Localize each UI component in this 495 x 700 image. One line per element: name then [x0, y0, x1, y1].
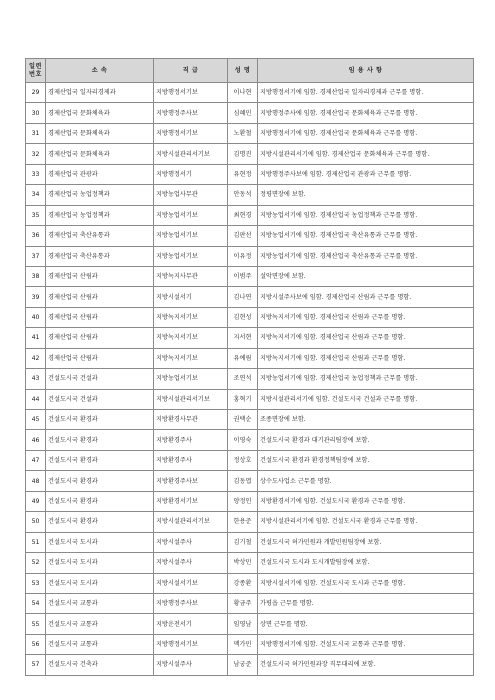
cell-serial-number: 34	[26, 185, 46, 205]
cell-serial-number: 52	[26, 553, 46, 573]
cell-appointment-text: 지방녹지서기에 임함. 경제산업국 산림과 근무를 명함.	[258, 328, 474, 348]
table-row	[26, 266, 474, 286]
cell-department: 건설도시국 환경과	[46, 410, 154, 430]
cell-department: 건설도시국 환경과	[46, 491, 154, 511]
cell-rank: 지방운전서기	[154, 614, 228, 634]
cell-department: 경제산업국 농업정책과	[46, 185, 154, 205]
cell-serial-number: 40	[26, 307, 46, 327]
cell-serial-number: 55	[26, 614, 46, 634]
cell-rank: 지방시설주사	[154, 655, 228, 675]
table-row	[26, 185, 474, 205]
table-row	[26, 328, 474, 348]
cell-appointment-text: 지방시설관리서기에 임함. 경제산업국 문화체육과 근무를 명함.	[258, 144, 474, 164]
cell-person-name: 강종환	[228, 573, 258, 593]
table-row	[26, 389, 474, 409]
cell-serial-number: 35	[26, 205, 46, 225]
cell-person-name: 홍혁기	[228, 389, 258, 409]
table-row	[26, 553, 474, 573]
cell-person-name: 양정인	[228, 491, 258, 511]
table-row	[26, 573, 474, 593]
cell-person-name: 김나연	[228, 287, 258, 307]
cell-department: 경제산업국 산림과	[46, 287, 154, 307]
table-row	[26, 655, 474, 675]
table-header-row	[26, 59, 474, 83]
cell-serial-number: 44	[26, 389, 46, 409]
cell-department: 경제산업국 축산유통과	[46, 246, 154, 266]
cell-appointment-text: 지방환경서기에 임함. 건설도시국 환경과 근무를 명함.	[258, 491, 474, 511]
cell-serial-number: 45	[26, 410, 46, 430]
table-row	[26, 634, 474, 654]
cell-serial-number: 39	[26, 287, 46, 307]
cell-person-name: 김현성	[228, 307, 258, 327]
cell-serial-number: 56	[26, 634, 46, 654]
table-row	[26, 287, 474, 307]
table-row	[26, 144, 474, 164]
table-row	[26, 369, 474, 389]
cell-serial-number: 42	[26, 348, 46, 368]
cell-rank: 지방농업서기보	[154, 246, 228, 266]
cell-rank: 지방행정서기보	[154, 83, 228, 103]
cell-serial-number: 36	[26, 226, 46, 246]
cell-person-name: 임영남	[228, 614, 258, 634]
cell-appointment-text: 설악면장에 보함.	[258, 266, 474, 286]
cell-serial-number: 33	[26, 164, 46, 184]
cell-rank: 지방행정주사보	[154, 593, 228, 613]
table-row	[26, 430, 474, 450]
table-row	[26, 348, 474, 368]
table-row	[26, 164, 474, 184]
cell-appointment-text: 정평면장에 보함.	[258, 185, 474, 205]
cell-person-name: 노환철	[228, 123, 258, 143]
cell-person-name: 권택순	[228, 410, 258, 430]
cell-person-name: 유현정	[228, 164, 258, 184]
cell-person-name: 최현경	[228, 205, 258, 225]
header-rank: 직 급	[154, 59, 228, 83]
cell-department: 경제산업국 농업정책과	[46, 205, 154, 225]
table-row	[26, 83, 474, 103]
cell-serial-number: 50	[26, 512, 46, 532]
cell-rank: 지방환경주사	[154, 450, 228, 470]
cell-rank: 지방행정서기보	[154, 634, 228, 654]
cell-rank: 지방녹지서기보	[154, 328, 228, 348]
appointment-document	[25, 58, 473, 676]
cell-department: 건설도시국 도시과	[46, 532, 154, 552]
cell-person-name: 맥가민	[228, 634, 258, 654]
cell-appointment-text: 조종면장에 보함.	[258, 410, 474, 430]
cell-department: 건설도시국 환경과	[46, 512, 154, 532]
cell-appointment-text: 지방녹지서기에 임함. 경제산업국 산림과 근무를 명함.	[258, 348, 474, 368]
table-row	[26, 410, 474, 430]
table-body	[26, 83, 474, 676]
table-row	[26, 450, 474, 470]
cell-rank: 지방시설서기	[154, 287, 228, 307]
cell-rank: 지방행정주사보	[154, 103, 228, 123]
cell-serial-number: 57	[26, 655, 46, 675]
cell-person-name: 정상호	[228, 450, 258, 470]
cell-rank: 지방녹지사무관	[154, 266, 228, 286]
cell-appointment-text: 건설도시국 환경과 환경정책팀장에 보함.	[258, 450, 474, 470]
cell-person-name: 이영숙	[228, 430, 258, 450]
cell-department: 건설도시국 교통과	[46, 593, 154, 613]
cell-appointment-text: 지방시설관리서기에 임함. 건설도시국 건설과 근무를 명함.	[258, 389, 474, 409]
cell-appointment-text: 지방시설서기에 임함. 건설도시국 도시과 근무를 명함.	[258, 573, 474, 593]
cell-department: 건설도시국 건축과	[46, 655, 154, 675]
cell-department: 경제산업국 산림과	[46, 307, 154, 327]
cell-department: 경제산업국 산림과	[46, 328, 154, 348]
cell-department: 건설도시국 건설과	[46, 369, 154, 389]
cell-rank: 지방환경서기보	[154, 491, 228, 511]
cell-appointment-text: 지방행정주사보에 임함. 경제산업국 관광과 근무를 명함.	[258, 164, 474, 184]
header-serial-number: 일련 번호	[26, 59, 46, 83]
cell-serial-number: 46	[26, 430, 46, 450]
cell-serial-number: 51	[26, 532, 46, 552]
cell-appointment-text: 지방녹지서기에 임함. 경제산업국 산림과 근무를 명함.	[258, 307, 474, 327]
cell-appointment-text: 가평읍 근무를 명함.	[258, 593, 474, 613]
cell-serial-number: 48	[26, 471, 46, 491]
cell-department: 건설도시국 환경과	[46, 450, 154, 470]
cell-person-name: 유예림	[228, 348, 258, 368]
cell-rank: 지방행정서기보	[154, 123, 228, 143]
cell-person-name: 박상민	[228, 553, 258, 573]
cell-serial-number: 38	[26, 266, 46, 286]
cell-person-name: 황금주	[228, 593, 258, 613]
cell-department: 경제산업국 산림과	[46, 348, 154, 368]
cell-rank: 지방환경주사	[154, 430, 228, 450]
cell-rank: 지방환경사무관	[154, 410, 228, 430]
cell-appointment-text: 지방농업서기에 임함. 경제산업국 축산유통과 근무를 명함.	[258, 226, 474, 246]
cell-department: 건설도시국 도시과	[46, 573, 154, 593]
cell-serial-number: 47	[26, 450, 46, 470]
header-name: 성 명	[228, 59, 258, 83]
cell-appointment-text: 건설도시국 도시과 도시개발팀장에 보함.	[258, 553, 474, 573]
cell-department: 경제산업국 산림과	[46, 266, 154, 286]
cell-department: 건설도시국 교통과	[46, 634, 154, 654]
cell-person-name: 한용준	[228, 512, 258, 532]
cell-rank: 지방시설관리서기보	[154, 144, 228, 164]
cell-appointment-text: 상면 근무를 명함.	[258, 614, 474, 634]
cell-serial-number: 41	[26, 328, 46, 348]
cell-serial-number: 43	[26, 369, 46, 389]
cell-appointment-text: 지방행정서기에 임함. 경제산업국 문화체육과 근무를 명함.	[258, 123, 474, 143]
cell-serial-number: 32	[26, 144, 46, 164]
cell-person-name: 이유정	[228, 246, 258, 266]
table-row	[26, 471, 474, 491]
cell-appointment-text: 지방행정서기에 임함. 건설도시국 교통과 근무를 명함.	[258, 634, 474, 654]
cell-rank: 지방시설관리서기보	[154, 512, 228, 532]
cell-person-name: 김명진	[228, 144, 258, 164]
cell-person-name: 조연석	[228, 369, 258, 389]
header-department: 소 속	[46, 59, 154, 83]
cell-appointment-text: 지방행정주사에 임함. 경제산업국 문화체육과 근무를 명함.	[258, 103, 474, 123]
cell-person-name: 김동엽	[228, 471, 258, 491]
table-row	[26, 103, 474, 123]
cell-department: 경제산업국 일자리경제과	[46, 83, 154, 103]
cell-rank: 지방시설관리서기보	[154, 389, 228, 409]
cell-appointment-text: 건설도시국 허가민원과 개발민원팀장에 보함.	[258, 532, 474, 552]
cell-serial-number: 49	[26, 491, 46, 511]
cell-person-name: 남궁준	[228, 655, 258, 675]
cell-department: 건설도시국 건설과	[46, 389, 154, 409]
cell-appointment-text: 상수도사업소 근무를 명함.	[258, 471, 474, 491]
cell-rank: 지방녹지서기보	[154, 307, 228, 327]
cell-rank: 지방시설서기보	[154, 573, 228, 593]
cell-appointment-text: 지방농업서기에 임함. 경제산업국 축산유통과 근무를 명함.	[258, 246, 474, 266]
cell-department: 경제산업국 문화체육과	[46, 144, 154, 164]
cell-rank: 지방환경주사보	[154, 471, 228, 491]
cell-rank: 지방농업서기보	[154, 369, 228, 389]
cell-person-name: 안동석	[228, 185, 258, 205]
table-row	[26, 491, 474, 511]
cell-rank: 지방농업서기보	[154, 205, 228, 225]
cell-serial-number: 54	[26, 593, 46, 613]
cell-serial-number: 31	[26, 123, 46, 143]
cell-person-name: 심혜민	[228, 103, 258, 123]
table-row	[26, 532, 474, 552]
cell-department: 건설도시국 도시과	[46, 553, 154, 573]
cell-appointment-text: 지방농업서기에 임함. 경제산업국 농업정책과 근무를 명함.	[258, 369, 474, 389]
cell-serial-number: 53	[26, 573, 46, 593]
table-row	[26, 226, 474, 246]
cell-rank: 지방농업서기보	[154, 226, 228, 246]
cell-department: 건설도시국 환경과	[46, 471, 154, 491]
cell-person-name: 김판선	[228, 226, 258, 246]
cell-department: 경제산업국 문화체육과	[46, 123, 154, 143]
table-row	[26, 512, 474, 532]
table-row	[26, 205, 474, 225]
table-row	[26, 307, 474, 327]
cell-appointment-text: 지방시설주사보에 임함. 경제산업국 산림과 근무를 명함.	[258, 287, 474, 307]
cell-person-name: 이나현	[228, 83, 258, 103]
header-appointment: 임 용 사 항	[258, 59, 474, 83]
cell-rank: 지방시설주사	[154, 532, 228, 552]
cell-department: 경제산업국 문화체육과	[46, 103, 154, 123]
cell-rank: 지방시설주사	[154, 553, 228, 573]
cell-department: 경제산업국 관광과	[46, 164, 154, 184]
cell-rank: 지방행정서기	[154, 164, 228, 184]
table-row	[26, 614, 474, 634]
cell-person-name: 김기철	[228, 532, 258, 552]
appointment-table	[25, 58, 474, 676]
cell-appointment-text: 지방시설관리서기에 임함. 건설도시국 환경과 근무를 명함.	[258, 512, 474, 532]
cell-rank: 지방녹지서기보	[154, 348, 228, 368]
table-row	[26, 123, 474, 143]
table-row	[26, 246, 474, 266]
cell-appointment-text: 지방행정서기에 임함. 경제산업국 일자리경제과 근무를 명함.	[258, 83, 474, 103]
cell-serial-number: 37	[26, 246, 46, 266]
cell-person-name: 이범주	[228, 266, 258, 286]
cell-department: 건설도시국 교통과	[46, 614, 154, 634]
cell-person-name: 지서현	[228, 328, 258, 348]
cell-appointment-text: 건설도시국 허가민원과장 직무대리에 보함.	[258, 655, 474, 675]
cell-serial-number: 30	[26, 103, 46, 123]
cell-appointment-text: 건설도시국 환경과 대기관리팀장에 보함.	[258, 430, 474, 450]
table-row	[26, 593, 474, 613]
cell-department: 건설도시국 환경과	[46, 430, 154, 450]
cell-department: 경제산업국 축산유통과	[46, 226, 154, 246]
cell-appointment-text: 지방농업서기에 임함. 경제산업국 농업정책과 근무를 명함.	[258, 205, 474, 225]
cell-serial-number: 29	[26, 83, 46, 103]
cell-rank: 지방농업사무관	[154, 185, 228, 205]
